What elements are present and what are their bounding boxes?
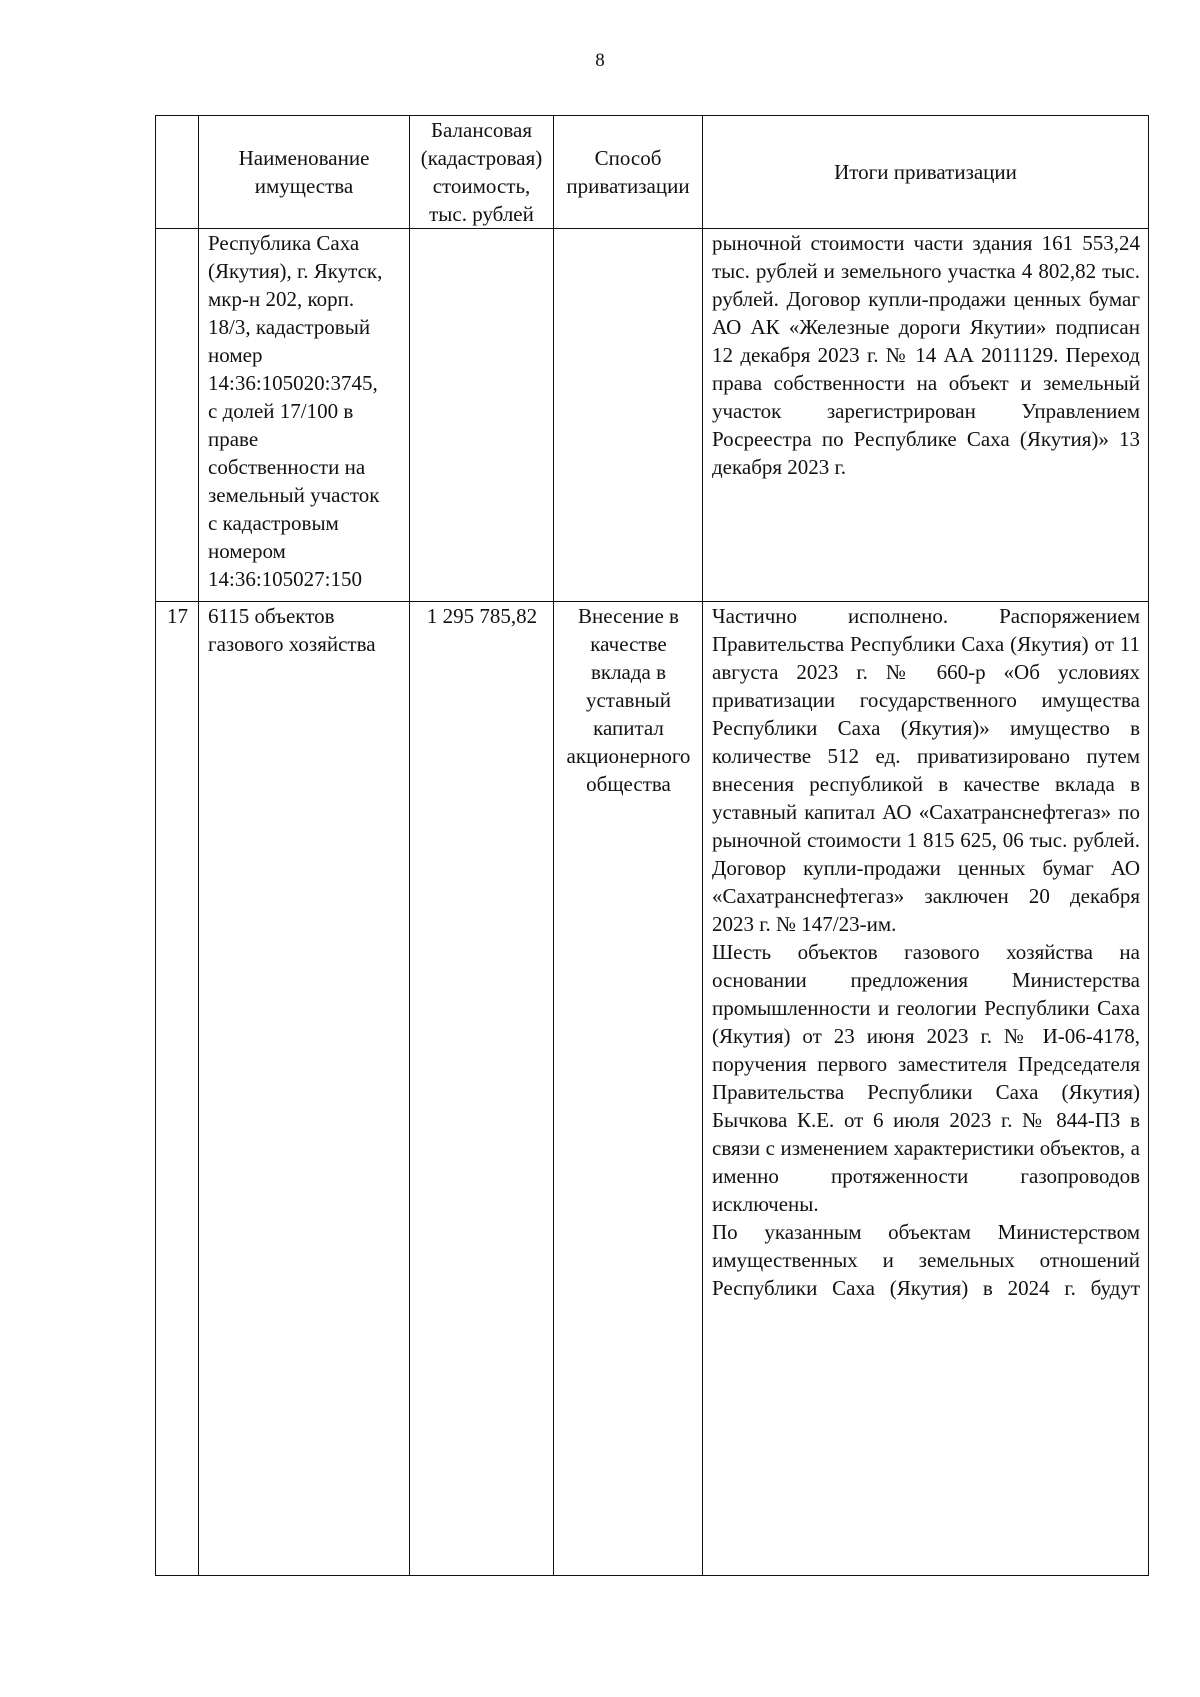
book-value-cell xyxy=(410,229,554,602)
header-value: Балансовая (кадастровая) стоимость, тыс. рублей xyxy=(410,116,554,229)
header-method: Способ приватизации xyxy=(554,116,703,229)
table-row xyxy=(156,602,1149,1576)
header-results: Итоги приватизации xyxy=(703,116,1149,229)
header-num xyxy=(156,116,199,229)
privatization-method-cell: Внесение в качестве вклада в уставный капитал акционерного общества xyxy=(554,602,703,1576)
privatization-table xyxy=(155,115,1149,1576)
results-paragraph: По указанным объектам Министерством имущественных и земельных отношений Республики Саха (Якутия) в 2024 г. будут xyxy=(712,1220,1140,1300)
property-name-cell: 6115 объектов газового хозяйства xyxy=(199,602,410,1576)
table-row xyxy=(156,229,1149,602)
book-value-cell: 1 295 785,82 xyxy=(410,602,554,1576)
results-paragraph: Частично исполнено. Распоряжением Правительства Республики Саха (Якутия) от 11 августа 2023 г. № 660-р «Об условиях приватизации государственного имущества Республики Саха (Якутия)» имущество в количестве 512 ед. приватизировано путем внесения республикой в качестве вклада в уставный капитал АО «Сахатранснефтегаз» по рыночной стоимости 1 815 625, 06 тыс. рублей. Договор купли-продажи ценных бумаг АО «Сахатранснефтегаз» заключен 20 декабря 2023 г. № 147/23-им. xyxy=(712,604,1140,936)
privatization-method-cell xyxy=(554,229,703,602)
results-paragraph: рыночной стоимости части здания 161 553,24 тыс. рублей и земельного участка 4 802,82 тыс. рублей. Договор купли-продажи ценных бумаг АО АК «Железные дороги Якутии» подписан 12 декабря 2023 г. № 14 АА 2011129. Переход права собственности на объект и земельный участок зарегистрирован Управлением Росреестра по Республике Саха (Якутия)» 13 декабря 2023 г. xyxy=(712,231,1140,479)
table-header-row xyxy=(156,116,1149,229)
row-number-cell: 17 xyxy=(156,602,199,1576)
privatization-results-cell xyxy=(703,602,1149,1576)
row-number-cell xyxy=(156,229,199,602)
results-paragraph: Шесть объектов газового хозяйства на основании предложения Министерства промышленности и геологии Республики Саха (Якутия) от 23 июня 2023 г. № И-06-4178, поручения первого заместителя Председателя Правительства Республики Саха (Якутия) Бычкова К.Е. от 6 июля 2023 г. № 844-ПЗ в связи с изменением характеристики объектов, а именно протяженности газопроводов исключены. xyxy=(712,940,1140,1216)
header-name: Наименование имущества xyxy=(199,116,410,229)
property-name-cell: Республика Саха (Якутия), г. Якутск, мкр-н 202, корп. 18/3, кадастровый номер 14:36:105020:3745, с долей 17/100 в праве собственности на земельный участок с кадастровым номером 14:36:105027:150 xyxy=(199,229,410,602)
page-number: 8 xyxy=(595,50,605,71)
privatization-results-cell xyxy=(703,229,1149,602)
